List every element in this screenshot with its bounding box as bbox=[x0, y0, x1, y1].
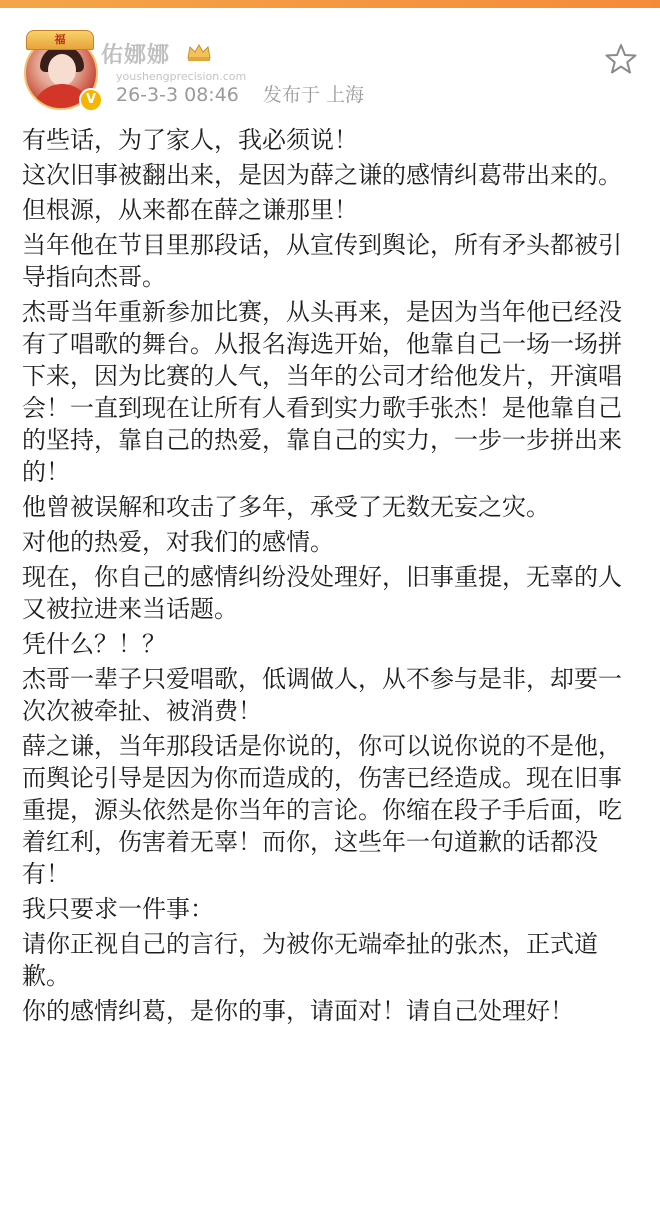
avatar-festive-frame: 福 bbox=[26, 30, 94, 50]
post-paragraph: 杰哥当年重新参加比赛，从头再来，是因为当年他已经没有了唱歌的舞台。从报名海选开始，他靠自己一场一场拼下来，因为比赛的人气，当年的公司才给他发片，开演唱会！一直到现在让所有人看到实力歌手张杰！是他靠自己的坚持，靠自己的热爱，靠自己的实力，一步一步拼出来的！ bbox=[22, 298, 622, 486]
post-paragraph: 请你正视自己的言行，为被你无端牵扯的张杰，正式道歉。 bbox=[22, 930, 598, 990]
verified-badge-icon: V bbox=[79, 88, 103, 112]
author-name[interactable]: 佑娜娜 bbox=[101, 43, 171, 68]
post-paragraph: 你的感情纠葛，是你的事，请面对！请自己处理好！ bbox=[22, 997, 574, 1025]
post-paragraph: 有些话，为了家人，我必须说！ bbox=[22, 126, 358, 154]
post-meta bbox=[116, 80, 364, 107]
post-paragraph: 我只要求一件事： bbox=[22, 895, 214, 923]
post-paragraph: 这次旧事被翻出来，是因为薛之谦的感情纠葛带出来的。 bbox=[22, 161, 622, 189]
post-content bbox=[22, 124, 636, 1030]
star-outline-icon[interactable] bbox=[604, 42, 638, 76]
post-paragraph: 杰哥一辈子只爱唱歌，低调做人，从不参与是非，却要一次次被牵扯、被消费！ bbox=[22, 665, 622, 725]
post-date: 26-3-3 08:46 bbox=[116, 84, 239, 106]
post-location: 发布于 上海 bbox=[262, 84, 364, 106]
post-paragraph: 当年他在节目里那段话，从宣传到舆论，所有矛头都被引导指向杰哥。 bbox=[22, 231, 622, 291]
post-paragraph: 现在，你自己的感情纠纷没处理好，旧事重提，无辜的人又被拉进来当话题。 bbox=[22, 563, 622, 623]
post-paragraph: 凭什么？！？ bbox=[22, 630, 166, 658]
top-accent-bar bbox=[0, 0, 660, 8]
post-paragraph: 薛之谦，当年那段话是你说的，你可以说你说的不是他，而舆论引导是因为你而造成的，伤害已经造成。现在旧事重提，源头依然是你当年的言论。你缩在段子手后面，吃着红利，伤害着无辜！而你，这些年一句道歉的话都没有！ bbox=[22, 732, 622, 888]
post-paragraph: 他曾被误解和攻击了多年，承受了无数无妄之灾。 bbox=[22, 493, 550, 521]
post-paragraph: 但根源，从来都在薛之谦那里！ bbox=[22, 196, 358, 224]
author-avatar[interactable] bbox=[24, 33, 98, 110]
post-paragraph: 对他的热爱，对我们的感情。 bbox=[22, 528, 334, 556]
crown-icon bbox=[186, 42, 212, 62]
image-watermark: youshengprecision.com bbox=[116, 70, 247, 83]
